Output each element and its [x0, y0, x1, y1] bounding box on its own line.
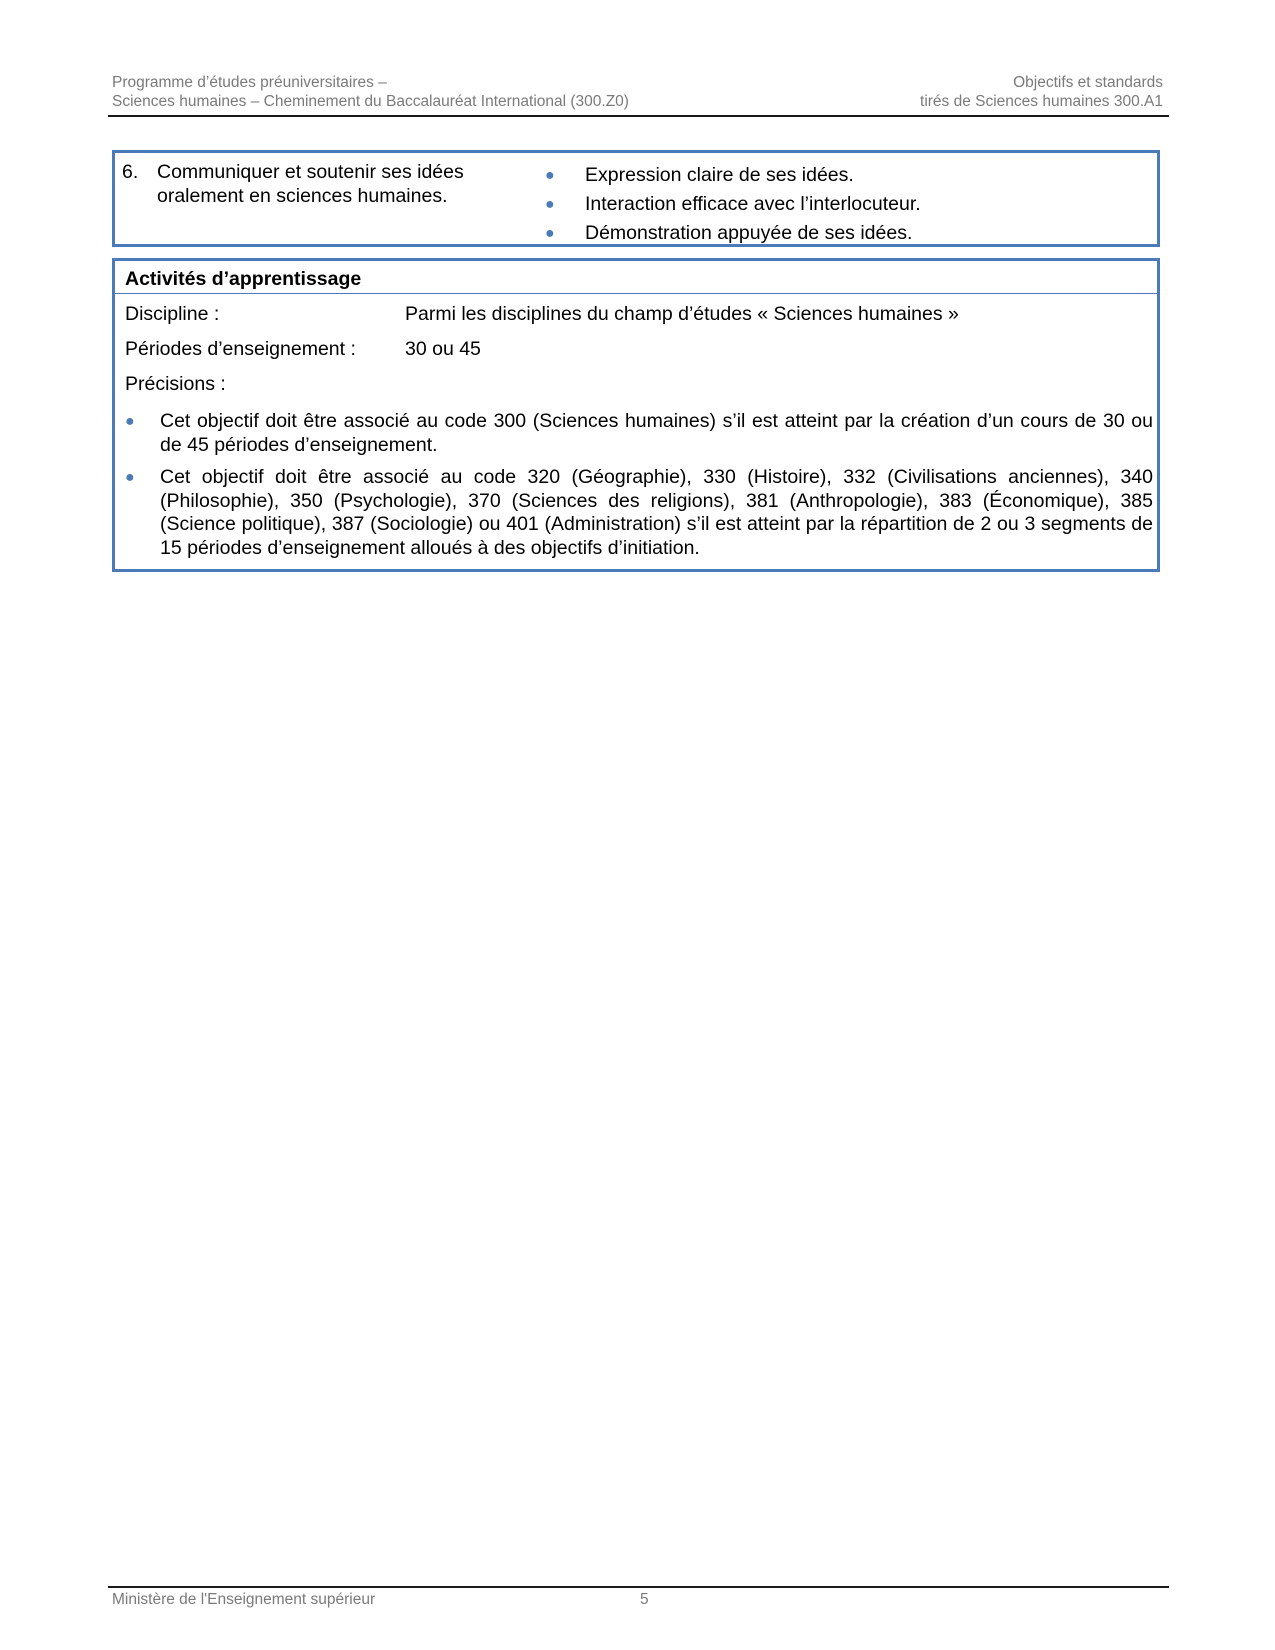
discipline-value: Parmi les disciplines du champ d’études « Sciences humaines » [405, 303, 959, 325]
precision-item [115, 466, 1153, 560]
standard-text: Expression claire de ses idées. [585, 164, 854, 186]
standard-item [545, 219, 1145, 248]
periods-label: Périodes d’enseignement : [125, 338, 356, 360]
header-section-subtitle: tirés de Sciences humaines 300.A1 [920, 93, 1163, 110]
page-number: 5 [640, 1591, 649, 1608]
activities-title: Activités d’apprentissage [125, 268, 362, 290]
bullet-icon: ● [125, 469, 135, 486]
discipline-label: Discipline : [125, 303, 220, 325]
periods-value: 30 ou 45 [405, 338, 481, 360]
bullet-icon: ● [545, 167, 555, 184]
header-right [920, 73, 1163, 111]
precisions-list [115, 410, 1153, 569]
standard-item [545, 190, 1145, 219]
precision-text: Cet objectif doit être associé au code 320 (Géographie), 330 (Histoire), 332 (Civilisations anciennes), 340 (Philosophie), 350 (Psychologie), 370 (Sciences des religions), 381 (Anthropologie), 383 (Économique), 385 (Science politique), 387 (Sociologie) ou 401 (Administration) s’il est atteint par la répartition de 2 ou 3 segments de 15 périodes d’enseignement alloués à des objectifs d’initiation. [160, 466, 1153, 559]
objective-number: 6. [122, 161, 139, 183]
header-divider [108, 115, 1169, 117]
header-section-title: Objectifs et standards [1013, 74, 1163, 91]
header-program-title: Programme d’études préuniversitaires – [112, 74, 387, 91]
objective-box [112, 150, 1160, 247]
standard-item [545, 161, 1145, 190]
bullet-icon: ● [125, 413, 135, 430]
bullet-icon: ● [545, 225, 555, 242]
precisions-label: Précisions : [125, 373, 226, 395]
footer-ministry: Ministère de l'Enseignement supérieur [112, 1591, 376, 1608]
header-program-subtitle: Sciences humaines – Cheminement du Baccalauréat International (300.Z0) [112, 93, 629, 110]
learning-activities-box [112, 258, 1160, 572]
bullet-icon: ● [545, 196, 555, 213]
footer-divider [108, 1586, 1169, 1588]
precision-item [115, 410, 1153, 457]
activities-title-divider [115, 293, 1157, 294]
precision-text: Cet objectif doit être associé au code 300 (Sciences humaines) s’il est atteint par la création d’un cours de 30 ou de 45 périodes d’enseignement. [160, 410, 1153, 456]
header-left [112, 73, 629, 111]
performance-standards-list [545, 161, 1145, 248]
standard-text: Démonstration appuyée de ses idées. [585, 222, 913, 244]
standard-text: Interaction efficace avec l’interlocuteur. [585, 193, 921, 215]
objective-statement: Communiquer et soutenir ses idées oralement en sciences humaines. [157, 161, 464, 207]
